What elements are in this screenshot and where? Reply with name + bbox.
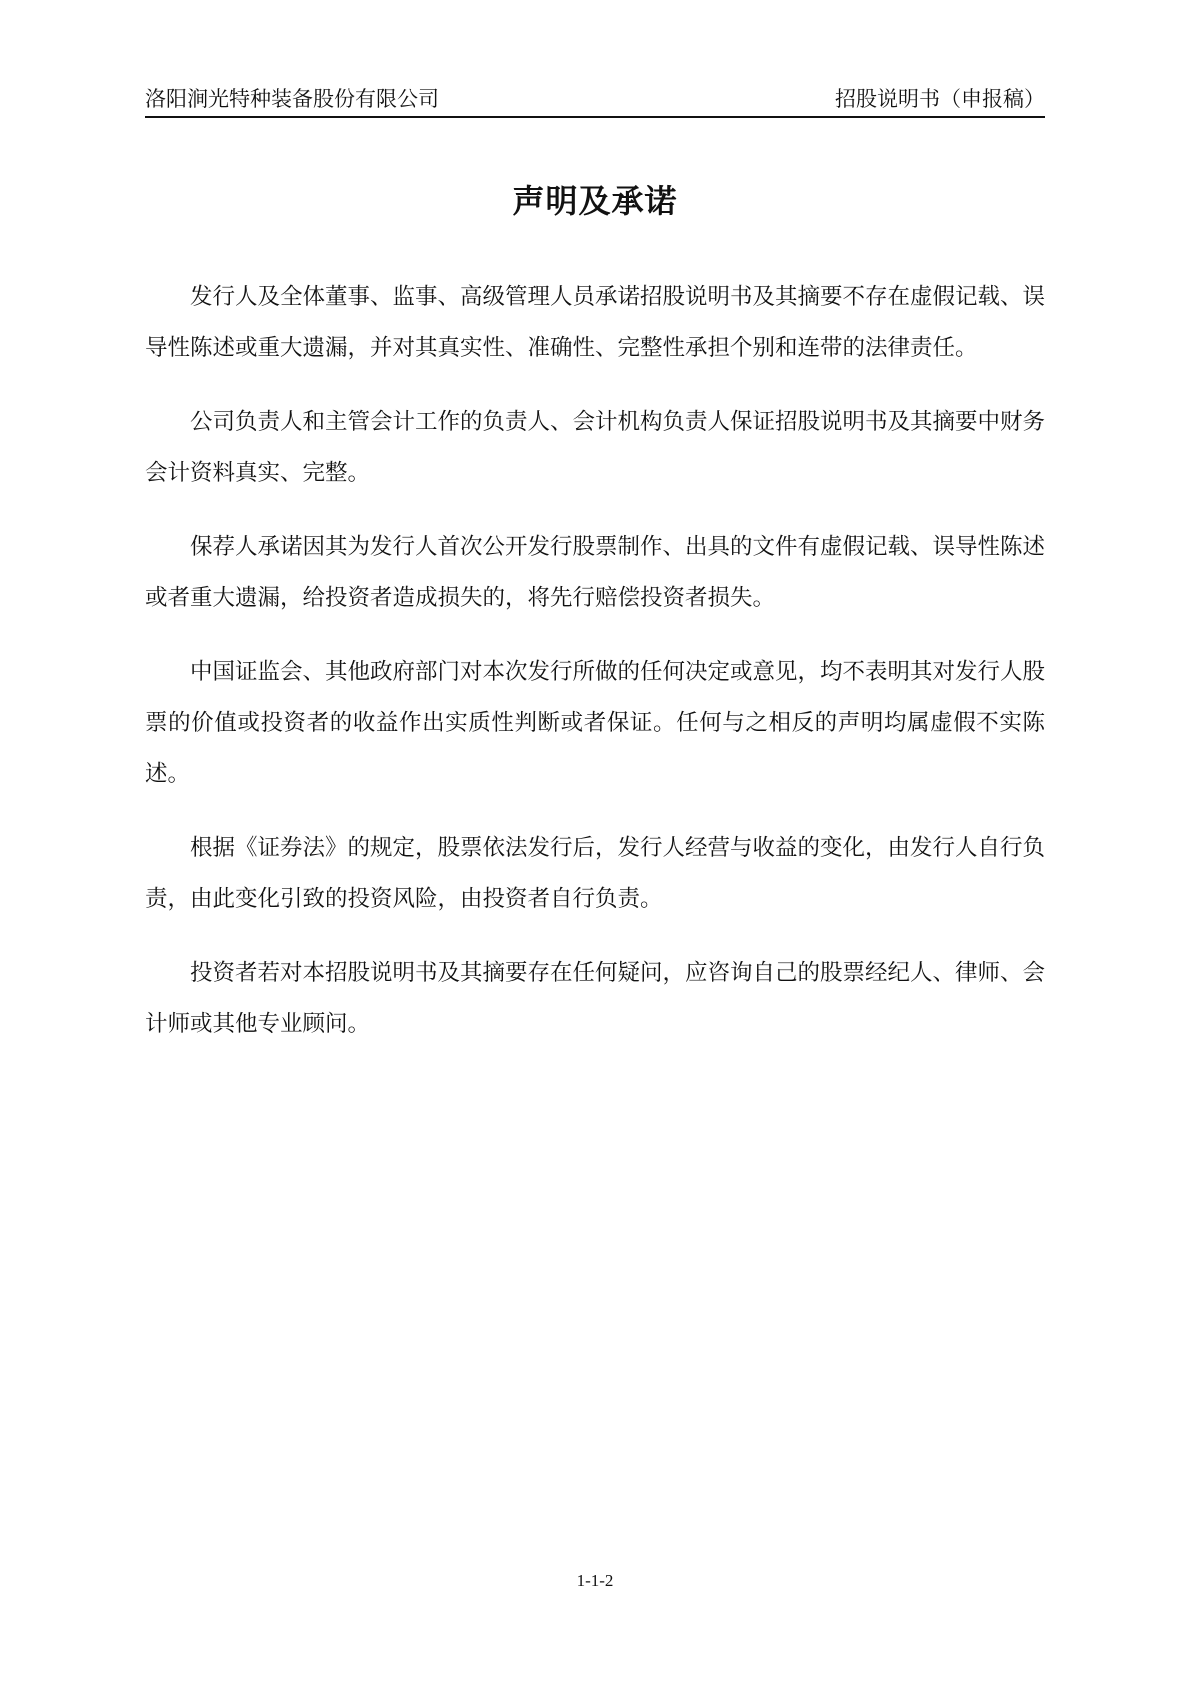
page-header bbox=[145, 82, 1045, 118]
page-number: 1-1-2 bbox=[576, 1571, 614, 1590]
statement-body bbox=[145, 272, 1045, 1073]
paragraph-csrc-disclaimer: 中国证监会、其他政府部门对本次发行所做的任何决定或意见，均不表明其对发行人股票的价值或投资者的收益作出实质性判断或者保证。任何与之相反的声明均属虚假不实陈述。 bbox=[145, 659, 1046, 787]
paragraph-sponsor-commitment: 保荐人承诺因其为发行人首次公开发行股票制作、出具的文件有虚假记载、误导性陈述或者重大遗漏，给投资者造成损失的，将先行赔偿投资者损失。 bbox=[145, 534, 1046, 611]
header-document-type: 招股说明书（申报稿） bbox=[835, 87, 1045, 111]
paragraph-directors-commitment: 发行人及全体董事、监事、高级管理人员承诺招股说明书及其摘要不存在虚假记载、误导性陈述或重大遗漏，并对其真实性、准确性、完整性承担个别和连带的法律责任。 bbox=[145, 284, 1046, 361]
paragraph-accounting-guarantee: 公司负责人和主管会计工作的负责人、会计机构负责人保证招股说明书及其摘要中财务会计资料真实、完整。 bbox=[145, 409, 1046, 486]
paragraph-investor-advice: 投资者若对本招股说明书及其摘要存在任何疑问，应咨询自己的股票经纪人、律师、会计师或其他专业顾问。 bbox=[145, 960, 1046, 1037]
paragraph-securities-law-risk: 根据《证券法》的规定，股票依法发行后，发行人经营与收益的变化，由发行人自行负责，由此变化引致的投资风险，由投资者自行负责。 bbox=[145, 835, 1046, 912]
header-company-name: 洛阳涧光特种装备股份有限公司 bbox=[145, 87, 439, 111]
page-title: 声明及承诺 bbox=[512, 182, 678, 220]
